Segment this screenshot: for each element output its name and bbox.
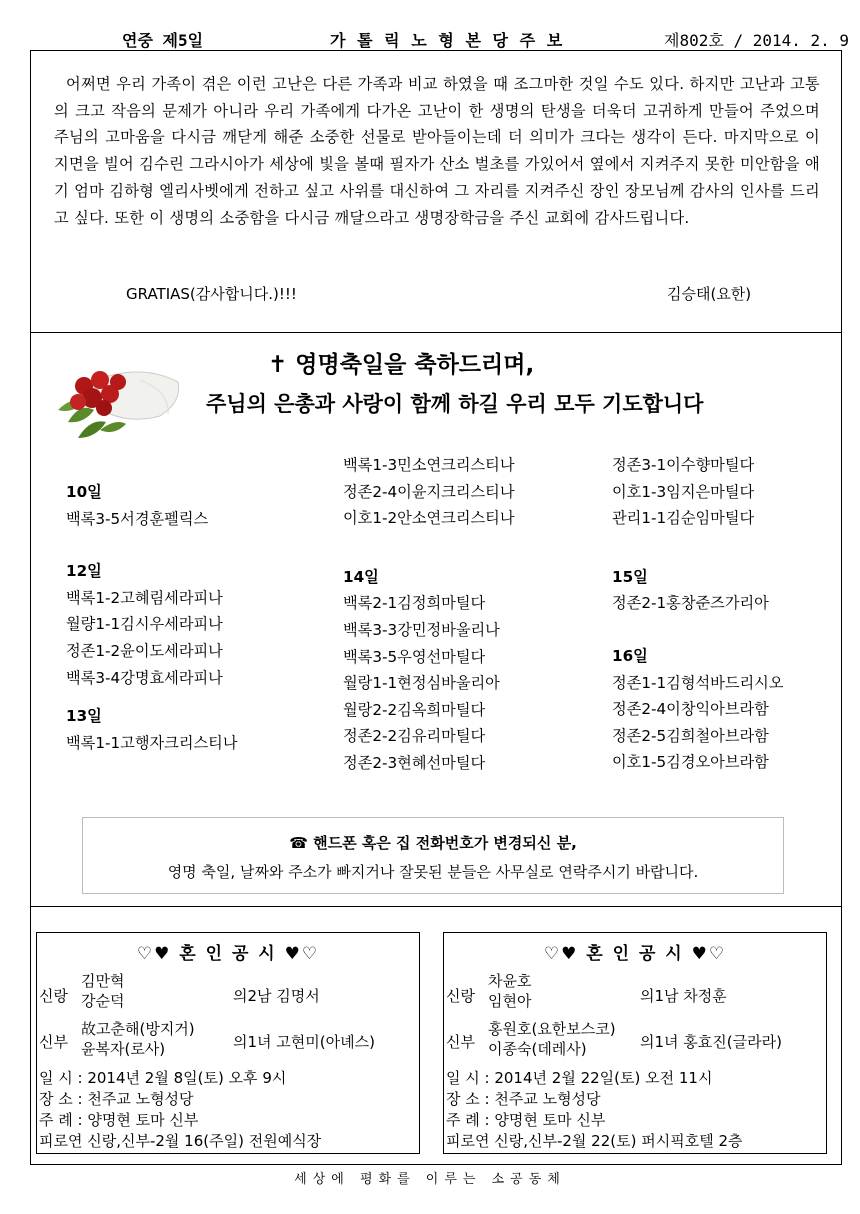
wedding-date: 일 시 : 2014년 2월 8일(토) 오후 9시 — [39, 1069, 287, 1087]
wedding-date: 일 시 : 2014년 2월 22일(토) 오전 11시 — [446, 1069, 713, 1087]
list-item: 관리1-1김순임마틸다 — [612, 509, 755, 528]
list-item: 월랑1-1현정심바울리아 — [343, 674, 500, 693]
list-item: 백록3-3강민정바울리나 — [343, 620, 500, 639]
marriage-title: ♡♥ 혼 인 공 시 ♥♡ — [543, 944, 727, 964]
list-item: 정존3-1이수향마틸다 — [612, 456, 755, 474]
issue-week: 연중 제5일 — [122, 31, 204, 50]
groom-names — [488, 971, 531, 1011]
feast-column-3 — [612, 452, 784, 776]
feast-day: 15일 — [612, 567, 648, 586]
feast-day: 13일 — [66, 707, 102, 726]
bride-mother: 이종숙(데레사) — [488, 1040, 587, 1058]
bulletin-title: 가 톨 릭 노 형 본 당 주 보 — [330, 31, 564, 50]
divider — [30, 332, 842, 333]
list-item: 백록2-1김정희마틸다 — [343, 594, 486, 613]
feast-subtitle: 주님의 은총과 사랑이 함께 하길 우리 모두 기도합니다 — [206, 392, 704, 416]
bride-names — [81, 1019, 195, 1059]
wedding-officiant: 주 례 : 양명현 토마 신부 — [39, 1111, 199, 1129]
feast-title: ✝ 영명축일을 축하드리며, — [268, 352, 535, 378]
groom-mother: 임현아 — [488, 992, 532, 1010]
wedding-reception: 피로연 신랑,신부-2월 22(토) 퍼시픽호텔 2층 — [446, 1132, 743, 1150]
divider — [30, 906, 842, 907]
groom-name: 김만혁 — [81, 972, 125, 990]
list-item: 정존2-4이윤지크리스티나 — [343, 482, 515, 501]
list-item: 정존2-5김희철아브라함 — [612, 726, 769, 745]
letter-paragraph: 어쩌면 우리 가족이 겪은 이런 고난은 다른 가족과 비교 하였을 때 조그마한 것일 수도 있다. 하지만 고난과 고통의 크고 작음의 문제가 아니라 우리 가족에게 다가온 고난이 한 생명의 탄생을 더욱더 고귀하게 만들어 주었으며 주님의 고마움을 다시금 깨닫게 해준 소중한 선물로 받아들이는데 더 의미가 크다는 생각이 든다. 마지막으로 이 지면을 빌어 김수린 그라시아가 세상에 빛을 볼때 필자가 산소 벌초를 가있어서 옆에서 지켜주지 못한 미안함을 애기 엄마 김하형 엘리사벳에게 전하고 싶고 사위를 대신하여 그 자리를 지켜주신 장인 장모님께 감사의 인사를 드리고 싶다. 또한 이 생명의 소중함을 다시금 깨달으라고 생명장학금을 주신 교회에 감사드립니다. — [54, 75, 820, 227]
notice-line-1: ☎ 핸드폰 혹은 집 전화번호가 변경되신 분, — [289, 834, 577, 852]
list-item: 백록1-2고혜림세라피나 — [66, 588, 223, 607]
bride-parent: 의1녀 고현미(아녜스) — [233, 1033, 375, 1051]
list-item: 백록1-1고행자크리스티나 — [66, 733, 238, 752]
feast-column-1 — [66, 479, 238, 756]
bride-names — [488, 1019, 616, 1059]
rose-bouquet-icon — [50, 352, 186, 448]
list-item: 정존2-1홍창준즈가리아 — [612, 594, 769, 613]
list-item: 이호1-5김경오아브라함 — [612, 753, 769, 772]
bride-parent: 의1녀 홍효진(글라라) — [640, 1033, 782, 1051]
wedding-officiant: 주 례 : 양명현 토마 신부 — [446, 1111, 606, 1129]
list-item: 정존2-3현혜선마틸다 — [343, 753, 486, 772]
marriage-title: ♡♥ 혼 인 공 시 ♥♡ — [136, 944, 320, 964]
list-item: 정존1-1김형석바드리시오 — [612, 673, 784, 692]
list-item: 백록1-3민소연크리스티나 — [343, 456, 515, 474]
list-item: 정존2-4이창익아브라함 — [612, 700, 769, 719]
wedding-reception: 피로연 신랑,신부-2월 16(주일) 전원예식장 — [39, 1132, 322, 1150]
list-item: 월량1-1김시우세라피나 — [66, 615, 223, 634]
list-item: 백록3-4강명효세라피나 — [66, 668, 223, 687]
notice-line-2: 영명 축일, 날짜와 주소가 빠지거나 잘못된 분들은 사무실로 연락주시기 바랍니다. — [167, 863, 699, 881]
groom-parent: 의1남 차정훈 — [640, 987, 727, 1005]
list-item: 백록3-5서경훈펠릭스 — [66, 509, 209, 528]
contact-notice — [82, 817, 784, 894]
feast-column-2 — [343, 452, 515, 777]
footer-motto: 세상에 평화를 이루는 소공동체 — [294, 1172, 566, 1187]
groom-label: 신랑 — [446, 987, 475, 1005]
list-item: 백록3-5우영선마틸다 — [343, 647, 486, 666]
wedding-place: 장 소 : 천주교 노형성당 — [446, 1090, 601, 1108]
feast-day: 12일 — [66, 562, 102, 581]
letter-author: 김승태(요한) — [667, 285, 752, 303]
bride-label: 신부 — [39, 1033, 68, 1051]
groom-name: 차윤호 — [488, 972, 532, 990]
letter-closing: GRATIAS(감사합니다.)!!! — [126, 285, 297, 303]
groom-names — [81, 971, 124, 1011]
groom-label: 신랑 — [39, 987, 68, 1005]
bride-label: 신부 — [446, 1033, 475, 1051]
groom-mother: 강순덕 — [81, 992, 125, 1010]
marriage-notice-1 — [36, 932, 420, 1154]
list-item: 정존2-2김유리마틸다 — [343, 727, 486, 746]
bride-father: 홍원호(요한보스코) — [488, 1020, 616, 1038]
marriage-notice-2 — [443, 932, 827, 1154]
issue-number-date: 제802호 / 2014. 2. 9 — [664, 31, 850, 50]
list-item: 이호1-2안소연크리스티나 — [343, 509, 515, 528]
groom-parent: 의2남 김명서 — [233, 987, 320, 1005]
list-item: 월랑2-2김옥희마틸다 — [343, 700, 486, 719]
bride-mother: 윤복자(로사) — [81, 1040, 166, 1058]
list-item: 정존1-2윤이도세라피나 — [66, 641, 223, 660]
feast-day: 16일 — [612, 646, 648, 665]
bride-father: 故고춘해(방지거) — [81, 1020, 195, 1038]
feast-day: 14일 — [343, 567, 379, 586]
feast-day: 10일 — [66, 483, 102, 501]
list-item: 이호1-3임지은마틸다 — [612, 482, 755, 501]
wedding-place: 장 소 : 천주교 노형성당 — [39, 1090, 194, 1108]
